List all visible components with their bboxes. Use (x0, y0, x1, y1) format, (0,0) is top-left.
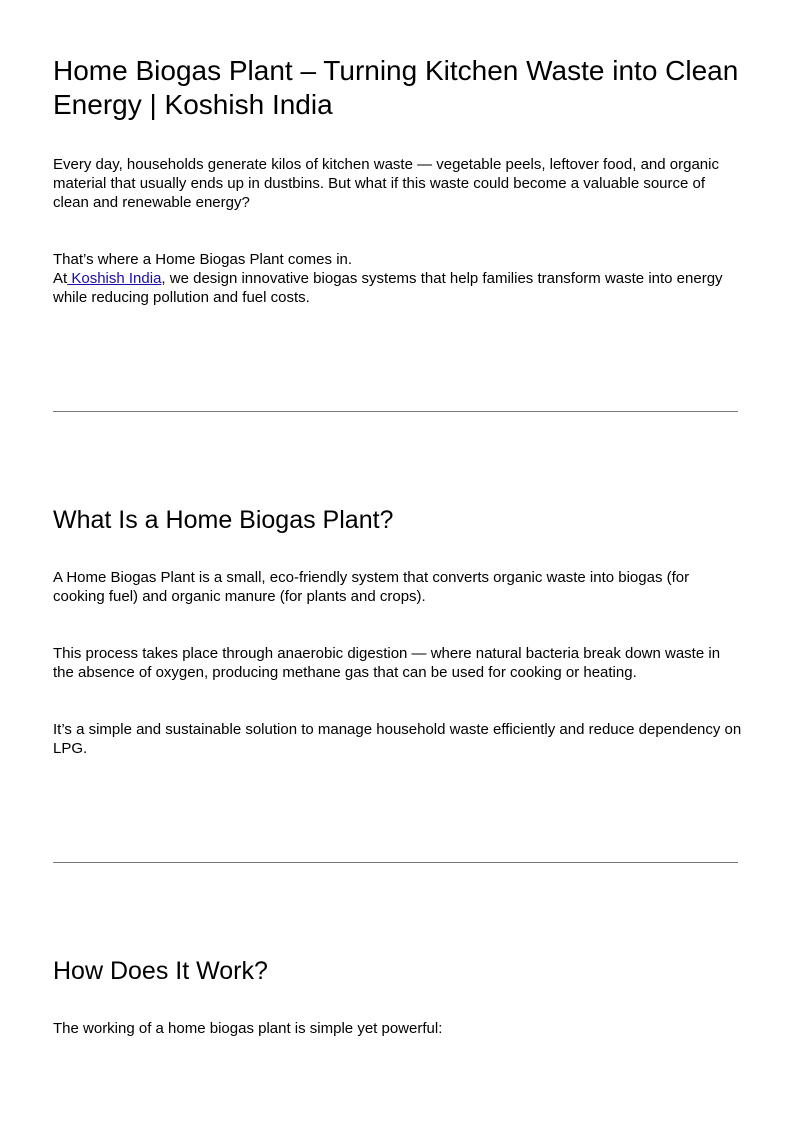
section-heading-what: What Is a Home Biogas Plant? (53, 506, 394, 534)
intro-paragraph: Every day, households generate kilos of kitchen waste — vegetable peels, leftover food, and organic material that usually ends up in dustbins. But what if this waste could become a valuable source of clean and renewable energy? (53, 156, 719, 211)
koshish-india-link[interactable]: Koshish India (67, 270, 162, 287)
paragraph: It’s a simple and sustainable solution to manage household waste efficiently and reduce dependency on LPG. (53, 721, 742, 757)
divider (53, 411, 738, 412)
divider (53, 862, 738, 863)
intro-paragraph-2 (53, 250, 743, 307)
section-heading-how: How Does It Work? (53, 957, 268, 985)
paragraph: This process takes place through anaerobic digestion — where natural bacteria break down waste in the absence of oxygen, producing methane gas that can be used for cooking or heating. (53, 645, 721, 681)
at-text: At (53, 270, 68, 287)
paragraph: A Home Biogas Plant is a small, eco-friendly system that converts organic waste into biogas (for cooking fuel) and organic manure (for plants and crops). (53, 569, 690, 605)
paragraph: The working of a home biogas plant is simple yet powerful: (53, 1020, 443, 1037)
intro-rest: , we design innovative biogas systems that help families transform waste into energy while reducing pollution and fuel costs. (53, 270, 723, 306)
page-title: Home Biogas Plant – Turning Kitchen Waste into Clean Energy | Koshish India (53, 55, 739, 120)
intro-line: That’s where a Home Biogas Plant comes in. (53, 251, 353, 268)
